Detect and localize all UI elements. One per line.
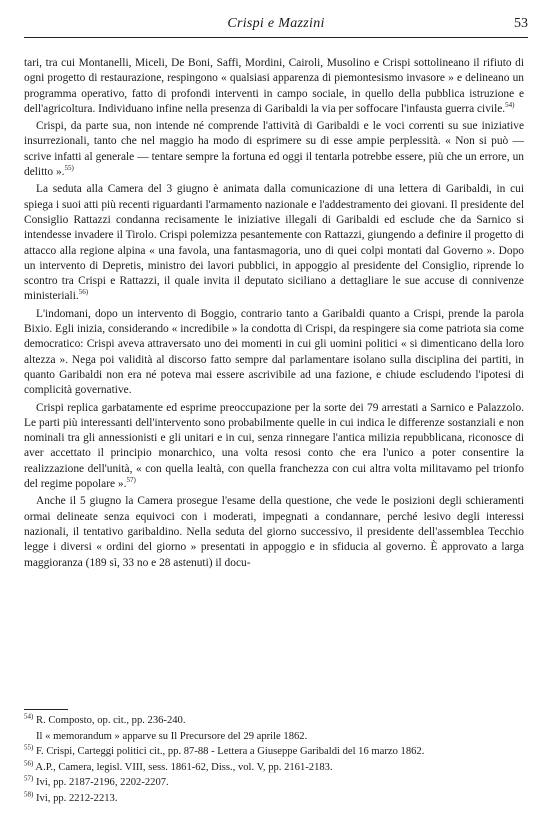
footnote-ref: 55): [64, 164, 74, 173]
footnote: $^{57)}$ Ivi, pp. 2187-2196, 2202-2207.: [24, 774, 169, 789]
footnotes: [24, 713, 524, 807]
footnote: $^{56)}$ A.P., Camera, legisl. VIII, sess. 1861-62, Diss., vol. V, pp. 2161-2183.: [24, 759, 333, 773]
footnote-ref: 56): [78, 288, 89, 297]
paragraph: La seduta alla Camera del 3 giugno è animata dalla comunicazione di una lettera di Garibaldi, in cui spiega i suoi atti più recenti riguardanti l'armamento nazionale e l'addestramento dei giovani. Il presidente del Consiglio Rattazzi condanna recisamente le iniziative illegali di Garibaldi ed esclude che da Sarnico si intendesse invadere il Tirolo. Crispi polemizza pesantemente con Rattazzi, giungendo a definire il progetto di attacco alla regione alpina « una favola, una fantasmagoria, uno di quei colpi montati dal Governo ». Dopo un intervento di Depretis, ministro dei lavori pubblici, in appoggio al presidente del Consiglio, riprende lo scontro tra Crispi e Rattazzi, il quale invita il deputato siciliano a dettagliare le sue accuse di connivenze ministeriali.$^{56)}$: [24, 183, 524, 303]
footnote-mark: 54): [24, 712, 34, 721]
footnote-ref: 54): [505, 101, 515, 110]
paragraph: L'indomani, dopo un intervento di Boggio, contrario tanto a Garibaldi quanto a Crispi, prende la parola Bixio. Egli inizia, considerando « incredibile » la condotta di Crispi, da respingere sia come patriota sia come democratico: Crispi aveva attraversato uno dei momenti in cui gli uomini politici « si dimenticano della loro altezza ». Nega poi validità al discorso fatto sempre dal parlamentare isolano sulla disciplina dei partiti, in quanto Garibaldi non era né poteva mai essere ascrivibile ad una fazione, e chiude escludendo l'ipotesi di complicità governative.: [24, 307, 524, 397]
footnote-mark: 55): [24, 743, 34, 752]
footnote: $^{55)}$ F. Crispi, Carteggi politici cit., pp. 87-88 - Lettera a Giuseppe Garibaldi del 16 marzo 1862.: [24, 743, 425, 758]
body-text: [24, 56, 524, 573]
paragraph: tari, tra cui Montanelli, Miceli, De Boni, Saffi, Mordini, Cairoli, Musolino e Crispi sottolineano il rifiuto di ogni progetto di restaurazione, respingono « qualsiasi apparenza di piemontesismo invasore » e delineano un programma operativo, fatto di profondi interventi in campo sociale, in quello della pubblica istruzione e dell'agricoltura. Individuano infine nella presenza di Garibaldi la via per soffocare l'infausta guerra civile.$^{54)}$: [24, 57, 524, 115]
footnote-rule: [24, 709, 68, 710]
footnote-mark: 56): [24, 759, 34, 768]
paragraph: Anche il 5 giugno la Camera prosegue l'esame della questione, che vede le posizioni degli schieramenti ormai delineate senza equivoci con i moderati, impegnati a condannare, perché lesivo degli interessi nazionali, il tentativo garibaldino. Nella seduta del giorno successivo, il presidente dell'assemblea Tecchio legge i diversi « ordini del giorno » presentati in appoggio e in sfiducia al governo. È approvato a larga maggioranza (189 sì, 33 no e 28 astenuti) il docu-: [24, 495, 524, 569]
footnote: $^{54)}$ R. Composto, op. cit., pp. 236-240.: [24, 712, 186, 726]
running-header: [24, 16, 528, 38]
paragraph: Crispi replica garbatamente ed esprime preoccupazione per la sorte dei 79 arrestati a Sarnico e Palazzolo. Le parti più interessanti dell'intervento sono probabilmente quelle in cui indica le differenze sostanziali e non nominali tra gli annessionisti e gli unitari e in cui, senza rinnegare l'antica milizia repubblicana, riconosce di aver accettato il principio monarchico, una volta resosi conto che era l'unico a poter consentire la realizzazione dell'unità, « con quella lealtà, con quella franchezza con cui altra volta militavamo pel trionfo del regime popolare ».$^{57)}$: [24, 401, 524, 491]
footnote: Il « memorandum » apparve su Il Precursore del 29 aprile 1862.: [36, 730, 308, 742]
footnote-ref: 57): [126, 476, 136, 485]
running-title: Crispi e Mazzini: [227, 16, 325, 31]
footnote: $^{58)}$ Ivi, pp. 2212-2213.: [24, 790, 118, 804]
page-number: 53: [514, 16, 528, 31]
header-rule: [24, 37, 528, 38]
footnote-mark: 57): [24, 774, 34, 783]
paragraph: Crispi, da parte sua, non intende né comprende l'attività di Garibaldi e le voci correnti su sue iniziative insurrezionali, tanto che nel maggio ha modo di esprimere su di esse ampie perplessità. « Non si può — scrive infatti al generale — tentare sempre la fortuna ed oggi il tentarla potrebbe essere, più che un errore, un delitto ».$^{55)}$: [24, 120, 524, 179]
footnote-mark: 58): [24, 790, 34, 799]
